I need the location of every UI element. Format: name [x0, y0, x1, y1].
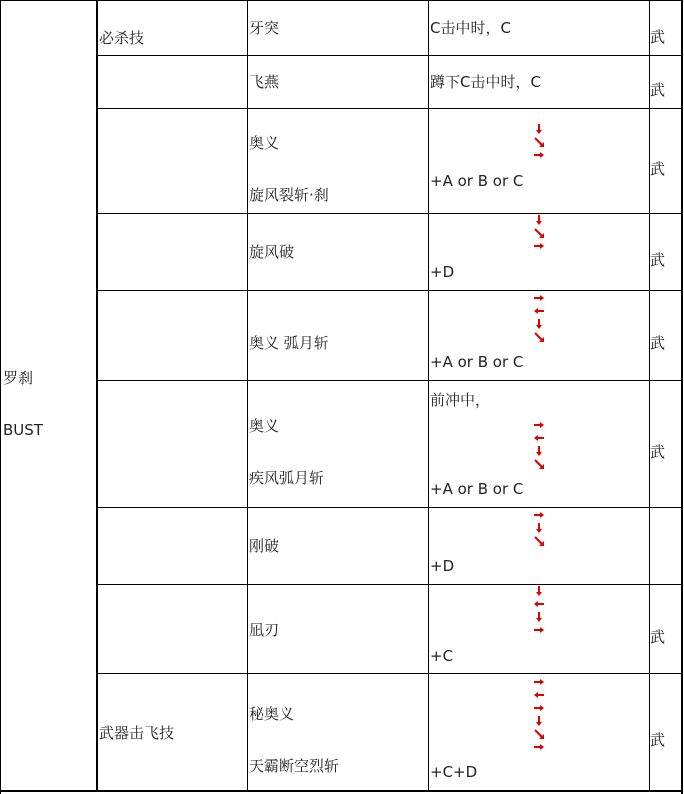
- down-right-arrow-icon: [533, 728, 545, 740]
- right-arrow-icon: [533, 702, 545, 714]
- move-command-suffix: +D: [430, 557, 455, 575]
- move-tag: 武: [650, 334, 666, 352]
- table-border-bottom: [0, 790, 683, 792]
- move-name: 飞燕: [249, 73, 280, 91]
- move-tag: 武: [650, 443, 666, 461]
- table-border-left: [0, 0, 1, 794]
- move-name-line2: 疾风弧月斩: [249, 469, 325, 487]
- move-command-suffix: +D: [430, 263, 455, 281]
- down-arrow-icon: [533, 123, 545, 135]
- left-arrow-icon: [533, 598, 545, 610]
- command-arrows: [533, 676, 545, 754]
- move-name-line2: 旋风裂斩·刹: [249, 186, 329, 204]
- down-right-arrow-icon: [533, 136, 545, 148]
- command-arrows: [533, 123, 545, 162]
- move-name-line2: 天霸断空烈斩: [249, 757, 340, 775]
- row-divider: [97, 584, 682, 585]
- right-arrow-icon: [533, 149, 545, 161]
- command-arrows: [533, 585, 545, 637]
- move-tag: 武: [650, 160, 666, 178]
- down-arrow-icon: [533, 214, 545, 226]
- left-arrow-icon: [533, 432, 545, 444]
- move-category: 必杀技: [99, 29, 145, 47]
- move-name: 凪刃: [249, 621, 280, 639]
- move-name: 刚破: [249, 537, 280, 555]
- right-arrow-icon: [533, 741, 545, 753]
- table-border-top: [0, 0, 683, 1]
- down-arrow-icon: [533, 585, 545, 597]
- move-name: 牙突: [249, 19, 280, 37]
- down-right-arrow-icon: [533, 227, 545, 239]
- row-divider: [97, 507, 682, 508]
- move-tag: 武: [650, 81, 666, 99]
- right-arrow-icon: [533, 509, 545, 521]
- command-arrows: [533, 509, 545, 548]
- move-input-text: 蹲下C击中时，C: [430, 73, 541, 91]
- left-arrow-icon: [533, 305, 545, 317]
- right-arrow-icon: [533, 419, 545, 431]
- move-command-suffix: +A or B or C: [430, 353, 524, 371]
- command-arrows: [533, 214, 545, 253]
- down-arrow-icon: [533, 445, 545, 457]
- down-arrow-icon: [533, 715, 545, 727]
- move-tag: 武: [650, 251, 666, 269]
- move-command-suffix: +C+D: [430, 763, 478, 781]
- table-border-right: [681, 0, 683, 794]
- move-name-line1: 奥义: [249, 134, 280, 152]
- down-arrow-icon: [533, 318, 545, 330]
- move-category: 武器击飞技: [99, 724, 175, 742]
- command-arrows: [533, 292, 545, 344]
- move-input-text: 前冲中，: [430, 391, 491, 409]
- row-divider: [97, 55, 682, 56]
- move-tag: 武: [650, 628, 666, 646]
- move-tag: 武: [650, 731, 666, 749]
- down-right-arrow-icon: [533, 458, 545, 470]
- move-name: 旋风破: [249, 243, 295, 261]
- row-divider: [97, 673, 682, 674]
- down-right-arrow-icon: [533, 331, 545, 343]
- character-name: 罗刹: [3, 369, 34, 387]
- move-input-text: C击中时，C: [430, 19, 511, 37]
- move-name: 奥义 弧月斩: [249, 334, 329, 352]
- row-divider: [97, 290, 682, 291]
- left-arrow-icon: [533, 689, 545, 701]
- right-arrow-icon: [533, 676, 545, 688]
- down-arrow-icon: [533, 522, 545, 534]
- row-divider: [97, 213, 682, 214]
- move-tag: 武: [650, 28, 666, 46]
- move-command-suffix: +A or B or C: [430, 172, 524, 190]
- right-arrow-icon: [533, 624, 545, 636]
- right-arrow-icon: [533, 240, 545, 252]
- move-name-line1: 秘奥义: [249, 705, 295, 723]
- move-name-line1: 奥义: [249, 417, 280, 435]
- down-right-arrow-icon: [533, 535, 545, 547]
- character-alias: BUST: [3, 421, 43, 439]
- move-command-suffix: +A or B or C: [430, 480, 524, 498]
- move-command-suffix: +C: [430, 647, 454, 665]
- right-arrow-icon: [533, 292, 545, 304]
- row-divider: [97, 380, 682, 381]
- row-divider: [97, 108, 682, 109]
- command-arrows: [533, 419, 545, 471]
- down-arrow-icon: [533, 611, 545, 623]
